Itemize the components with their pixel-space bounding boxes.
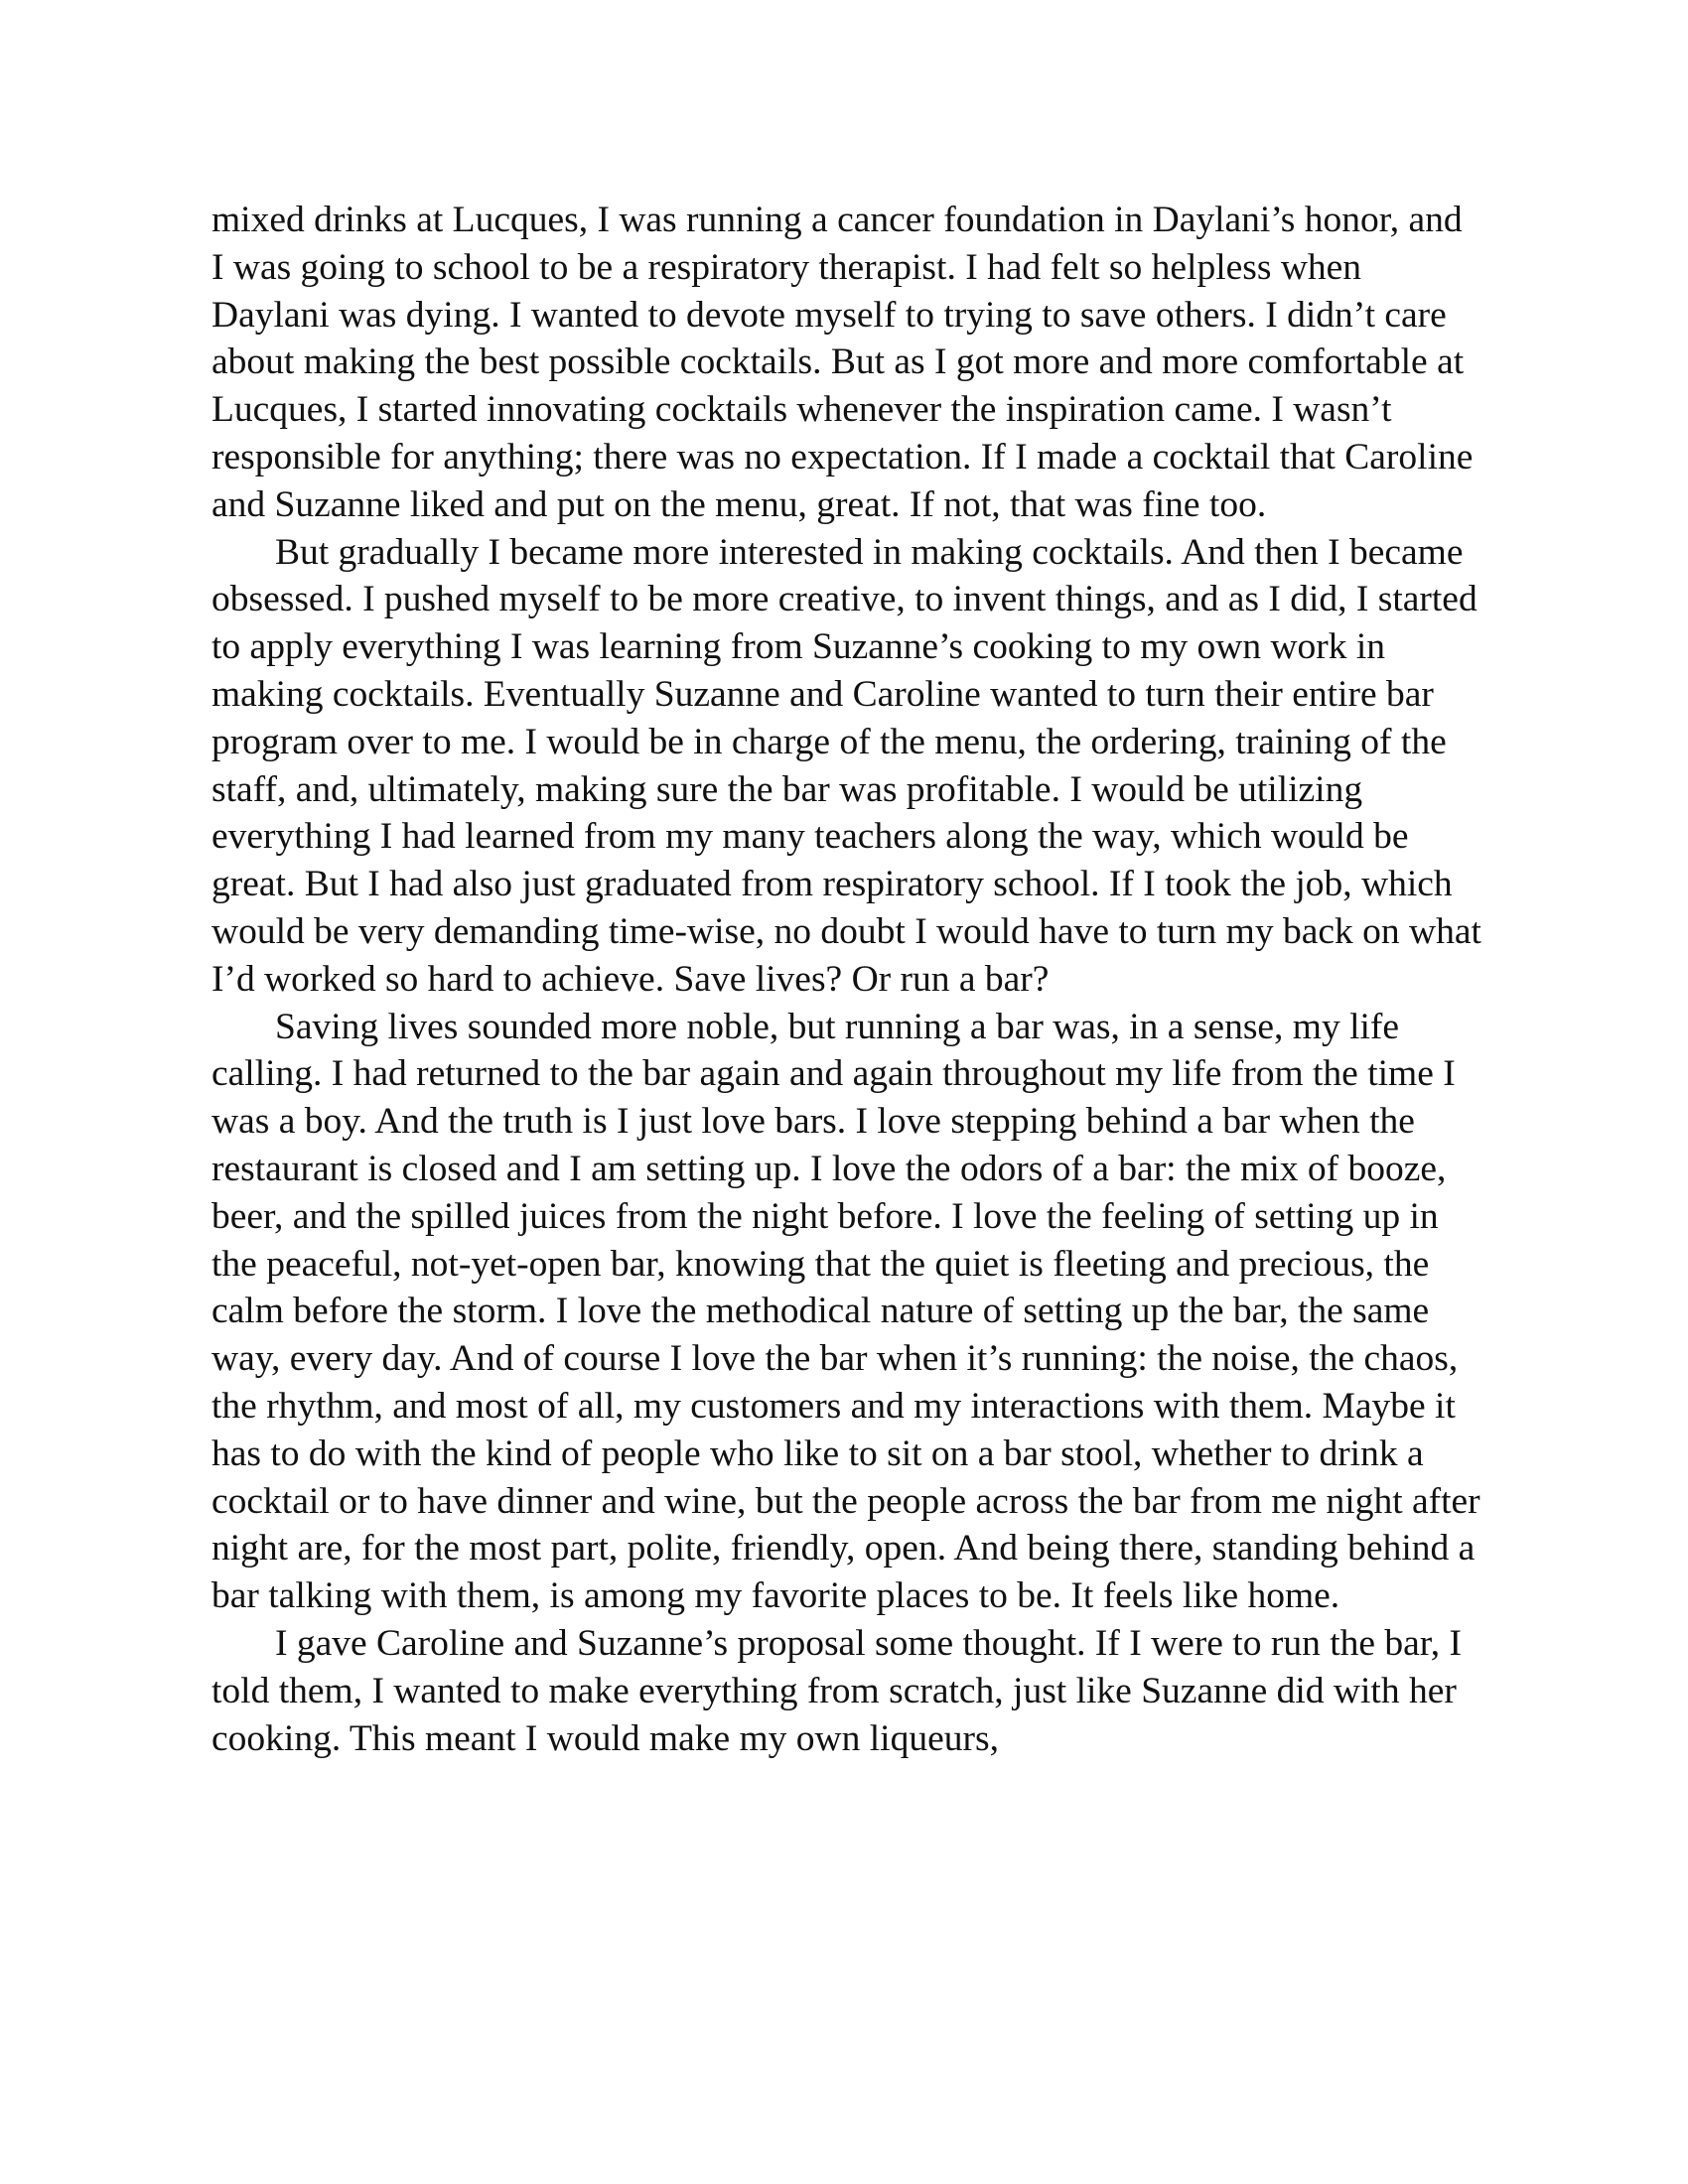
- paragraph-1: mixed drinks at Lucques, I was running a cancer foundation in Daylani’s honor, and I was going to school to be a respiratory therapist. I had felt so helpless when Daylani was dying. I wanted to devote myself to trying to save others. I didn’t care about making the best possible cocktails. But as I got more and more comfortable at Lucques, I started innovating cocktails whenever the inspiration came. I wasn’t responsible for anything; there was no expectation. If I made a cocktail that Caroline and Suzanne liked and put on the menu, great. If not, that was fine too.: [211, 200, 1474, 525]
- book-page: [211, 197, 1482, 1762]
- paragraph-3: Saving lives sounded more noble, but running a bar was, in a sense, my life calling. I had returned to the bar again and again throughout my life from the time I was a boy. And the truth is I just love bars. I love stepping behind a bar when the restaurant is closed and I am setting up. I love the odors of a bar: the mix of booze, beer, and the spilled juices from the night before. I love the feeling of setting up in the peaceful, not-yet-open bar, knowing that the quiet is fleeting and precious, the calm before the storm. I love the methodical nature of setting up the bar, the same way, every day. And of course I love the bar when it’s running: the noise, the chaos, the rhythm, and most of all, my customers and my interactions with them. Maybe it has to do with the kind of people who like to sit on a bar stool, whether to drink a cocktail or to have dinner and wine, but the people across the bar from me night after night are, for the most part, polite, friendly, open. And being there, standing behind a bar talking with them, is among my favorite places to be. It feels like home.: [211, 1006, 1480, 1617]
- paragraph-2: But gradually I became more interested in making cocktails. And then I became obsessed. I pushed myself to be more creative, to invent things, and as I did, I started to apply everything I was learning from Suzanne’s cooking to my own work in making cocktails. Eventually Suzanne and Caroline wanted to turn their entire bar program over to me. I would be in charge of the menu, the ordering, training of the staff, and, ultimately, making sure the bar was profitable. I would be utilizing everything I had learned from my many teachers along the way, which would be great. But I had also just graduated from respiratory school. If I took the job, which would be very demanding time-wise, no doubt I would have to turn my back on what I’d worked so hard to achieve. Save lives? Or run a bar?: [211, 531, 1481, 1000]
- paragraph-4: I gave Caroline and Suzanne’s proposal some thought. If I were to run the bar, I told them, I wanted to make everything from scratch, just like Suzanne did with her cooking. This meant I would make my own liqueurs,: [211, 1622, 1463, 1759]
